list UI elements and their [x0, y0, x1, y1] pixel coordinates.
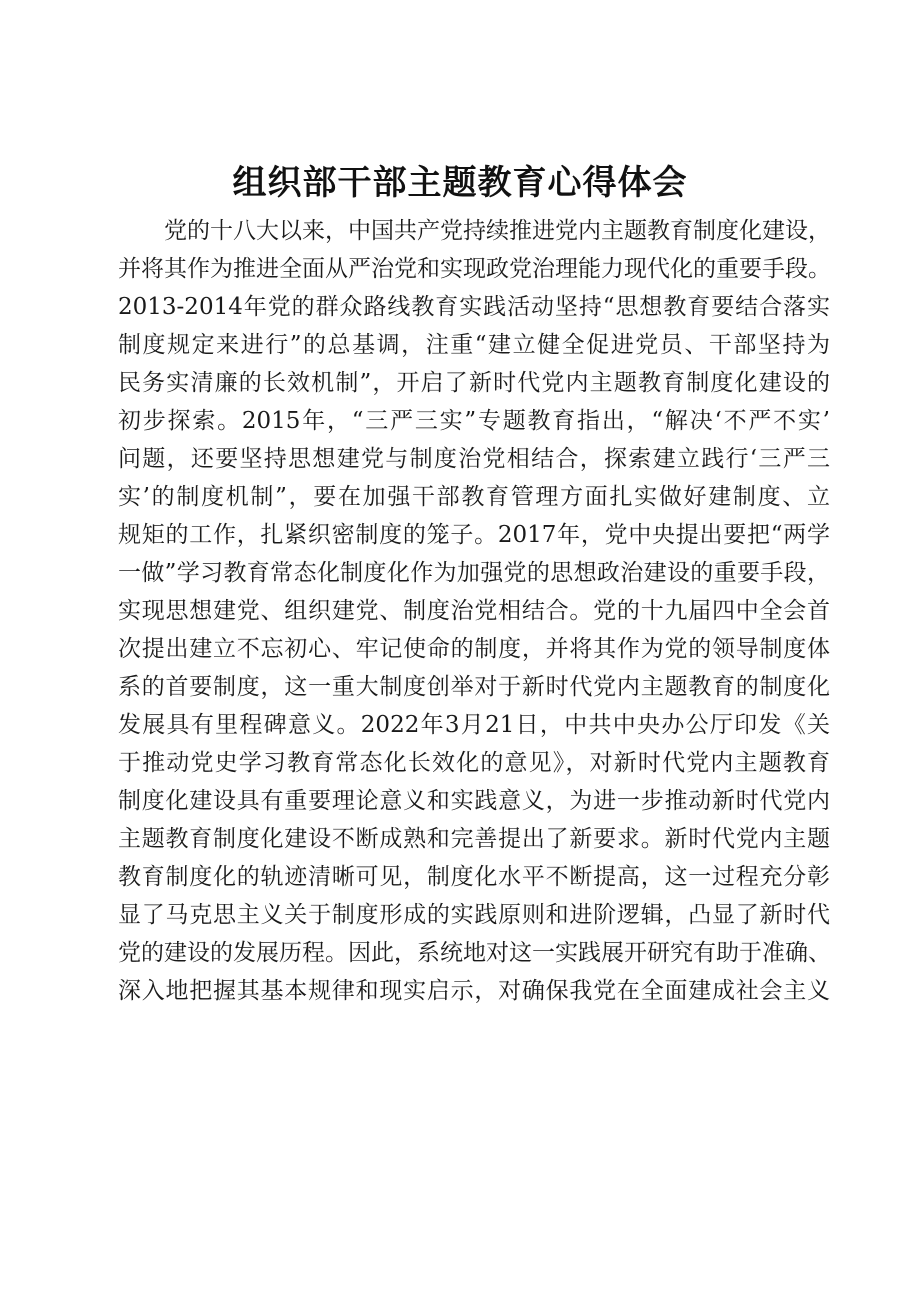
paragraph-line: 初步探索。2015年，“三严三实”专题教育指出，“解决‘不严不实’ [118, 408, 830, 434]
paragraph-line: 制度规定来进行”的总基调，注重“建立健全促进党员、干部坚持为 [118, 332, 830, 358]
paragraph-line: 民务实清廉的长效机制”，开启了新时代党内主题教育制度化建设的 [118, 370, 830, 396]
paragraph-line: 党的建设的发展历程。因此，系统地对这一实践展开研究有助于准确、 [118, 940, 831, 966]
paragraph-line: 教育制度化的轨迹清晰可见，制度化水平不断提高，这一过程充分彰 [118, 864, 830, 890]
paragraph-line: 问题，还要坚持思想建党与制度治党相结合，探索建立践行‘三严三 [118, 446, 830, 472]
paragraph-line: 实’的制度机制”，要在加强干部教育管理方面扎实做好建制度、立 [118, 484, 830, 510]
paragraph-line: 发展具有里程碑意义。2022年3月21日，中共中央办公厅印发《关 [118, 712, 830, 738]
paragraph-line: 实现思想建党、组织建党、制度治党相结合。党的十九届四中全会首 [118, 598, 830, 624]
paragraph-line: 制度化建设具有重要理论意义和实践意义，为进一步推动新时代党内 [118, 788, 830, 814]
document-body [118, 212, 830, 1010]
paragraph-line: 一做”学习教育常态化制度化作为加强党的思想政治建设的重要手段， [118, 560, 830, 586]
paragraph-line: 系的首要制度，这一重大制度创举对于新时代党内主题教育的制度化 [118, 674, 830, 700]
paragraph-line: 并将其作为推进全面从严治党和实现政党治理能力现代化的重要手段。 [118, 256, 831, 282]
paragraph-line: 党的十八大以来，中国共产党持续推进党内主题教育制度化建设， [164, 218, 831, 244]
paragraph-line: 次提出建立不忘初心、牢记使命的制度，并将其作为党的领导制度体 [118, 636, 830, 662]
paragraph-line: 深入地把握其基本规律和现实启示，对确保我党在全面建成社会主义 [118, 978, 830, 1004]
paragraph-line: 显了马克思主义关于制度形成的实践原则和进阶逻辑，凸显了新时代 [118, 902, 830, 928]
paragraph-line: 规矩的工作，扎紧织密制度的笼子。2017年，党中央提出要把“两学 [118, 522, 830, 548]
paragraph-line: 主题教育制度化建设不断成熟和完善提出了新要求。新时代党内主题 [118, 826, 830, 852]
paragraph-line: 于推动党史学习教育常态化长效化的意见》，对新时代党内主题教育 [118, 750, 830, 776]
paragraph-line: 2013-2014年党的群众路线教育实践活动坚持“思想教育要结合落实 [118, 294, 830, 320]
document-title: 组织部干部主题教育心得体会 [232, 163, 688, 203]
